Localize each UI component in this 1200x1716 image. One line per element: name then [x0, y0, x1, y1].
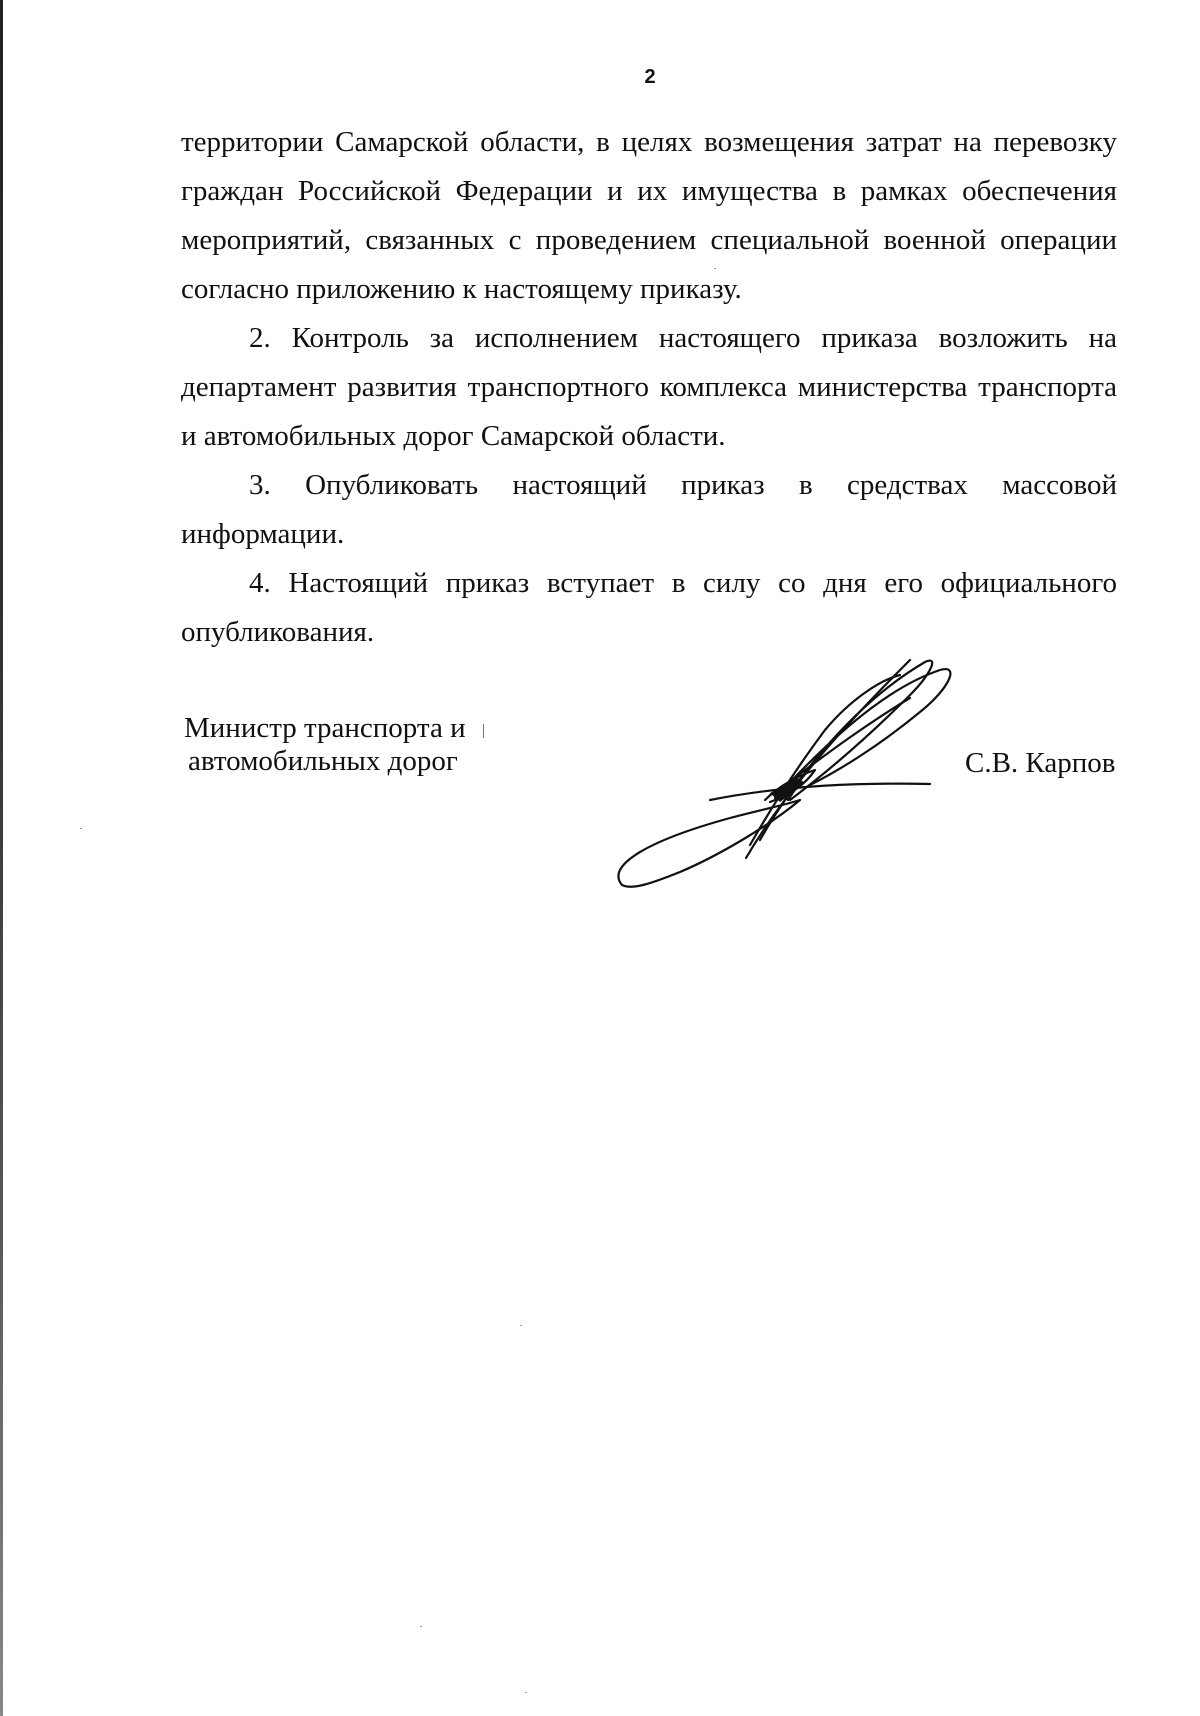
page-number: 2	[644, 66, 656, 88]
document-body	[181, 118, 1117, 657]
paragraph-item-3: 3. Опубликовать настоящий приказ в средствах массовой информации.	[181, 469, 1117, 550]
scan-speck	[420, 1626, 422, 1627]
signatory-title-line-2: автомобильных дорог	[188, 745, 458, 777]
scan-speck	[714, 268, 716, 269]
signatory-title-line-1: Министр транспорта и	[184, 712, 466, 744]
scan-page-edge	[0, 0, 3, 1716]
signatory-name: С.В. Карпов	[965, 747, 1116, 779]
handwritten-signature	[610, 650, 970, 900]
scan-speck	[520, 1325, 522, 1326]
scan-speck	[80, 828, 82, 829]
paragraph-item-4: 4. Настоящий приказ вступает в силу со дня его официального опубликования.	[181, 567, 1117, 648]
paragraph-item-2: 2. Контроль за исполнением настоящего приказа возложить на департамент развития транспортного комплекса министерства транспорта и автомобильных дорог Самарской области.	[181, 322, 1117, 452]
paragraph-continuation: территории Самарской области, в целях возмещения затрат на перевозку граждан Российской Федерации и их имущества в рамках обеспечения мероприятий, связанных с проведением специальной военной операции согласно приложению к настоящему приказу.	[181, 126, 1117, 305]
scan-mark	[483, 724, 484, 738]
signatory-title	[184, 712, 466, 778]
scan-speck	[525, 1692, 527, 1693]
